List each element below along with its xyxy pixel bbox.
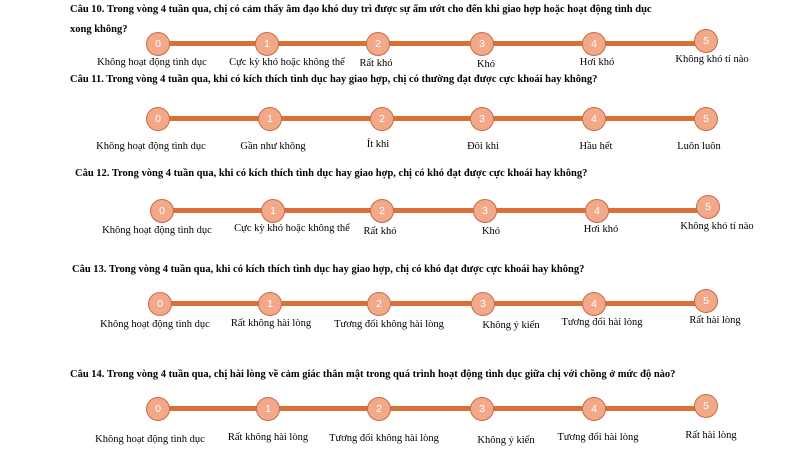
scale-bar-q10	[158, 41, 706, 46]
scale-node-q13-2[interactable]: 2	[367, 292, 391, 316]
scale-node-q14-2[interactable]: 2	[367, 397, 391, 421]
scale-bar-q11	[158, 116, 706, 121]
label-q11-5: Luôn luôn	[677, 141, 721, 152]
label-q10-3: Khó	[476, 59, 496, 70]
label-q13-0: Không hoạt động tình dục	[100, 319, 210, 330]
label-q14-2: Tương đối không hài lòng	[329, 433, 439, 444]
label-q10-2: Rất khó	[359, 58, 393, 69]
question-14-title: Câu 14. Trong vòng 4 tuần qua, chị hài lòng về cảm giác thân mật trong quá trình hoạt động tình dục giữa chị với chồng ở mức độ nào?	[70, 369, 676, 380]
scale-node-q11-0[interactable]: 0	[146, 107, 170, 131]
scale-node-q10-5[interactable]: 5	[694, 29, 718, 53]
question-11-title: Câu 11. Trong vòng 4 tuần qua, khi có kích thích tình dục hay giao hợp, chị có thường đạt được cực khoái hay không?	[70, 74, 598, 85]
label-q10-4: Hơi khó	[579, 57, 615, 68]
label-q12-4: Hơi khó	[583, 224, 619, 235]
scale-node-q14-4[interactable]: 4	[582, 397, 606, 421]
scale-node-q11-3[interactable]: 3	[470, 107, 494, 131]
label-q13-1: Rất không hài lòng	[230, 318, 312, 329]
scale-node-q10-3[interactable]: 3	[470, 32, 494, 56]
scale-node-q12-4[interactable]: 4	[585, 199, 609, 223]
label-q12-2: Rất khó	[363, 226, 397, 237]
label-q12-3: Khó	[481, 226, 501, 237]
label-q10-0: Không hoạt động tình dục	[97, 57, 207, 68]
label-q11-2: Ít khi	[366, 139, 390, 150]
label-q12-0: Không hoạt động tình dục	[102, 225, 212, 236]
scale-node-q13-1[interactable]: 1	[258, 292, 282, 316]
scale-node-q13-5[interactable]: 5	[694, 289, 718, 313]
scale-node-q10-0[interactable]: 0	[146, 32, 170, 56]
scale-node-q12-2[interactable]: 2	[370, 199, 394, 223]
question-12-title: Câu 12. Trong vòng 4 tuần qua, khi có kích thích tình dục hay giao hợp, chị có khó đạt được cực khoái hay không?	[75, 168, 588, 179]
scale-node-q12-1[interactable]: 1	[261, 199, 285, 223]
scale-node-q12-0[interactable]: 0	[150, 199, 174, 223]
scale-node-q11-1[interactable]: 1	[258, 107, 282, 131]
label-q11-0: Không hoạt động tình dục	[96, 141, 206, 152]
scale-bar-q12	[162, 208, 708, 213]
scale-node-q11-5[interactable]: 5	[694, 107, 718, 131]
scale-node-q13-0[interactable]: 0	[148, 292, 172, 316]
label-q13-3: Không ý kiến	[482, 320, 540, 331]
label-q14-3: Không ý kiến	[477, 435, 535, 446]
scale-node-q11-4[interactable]: 4	[582, 107, 606, 131]
scale-node-q14-3[interactable]: 3	[470, 397, 494, 421]
label-q11-4: Hầu hết	[579, 141, 613, 152]
label-q14-5: Rất hài lòng	[685, 430, 737, 441]
scale-node-q10-2[interactable]: 2	[366, 32, 390, 56]
label-q12-5: Không khó tí nào	[680, 221, 754, 232]
scale-bar-q13	[160, 301, 706, 306]
label-q11-3: Đôi khi	[467, 141, 499, 152]
scale-bar-q14	[158, 406, 706, 411]
scale-node-q12-5[interactable]: 5	[696, 195, 720, 219]
label-q14-1: Rất không hài lòng	[227, 432, 309, 443]
label-q13-5: Rất hài lòng	[689, 315, 741, 326]
scale-node-q14-1[interactable]: 1	[256, 397, 280, 421]
label-q12-1: Cực kỳ khó hoặc không thể	[234, 223, 350, 234]
label-q11-1: Gần như không	[240, 141, 306, 152]
question-10-title: Câu 10. Trong vòng 4 tuần qua, chị có cảm thấy âm đạo khó duy trì được sự ẩm ướt cho đến khi giao hợp hoặc hoạt động tình dục xong không?	[70, 4, 652, 35]
question-13-title: Câu 13. Trong vòng 4 tuần qua, khi có kích thích tình dục hay giao hợp, chị có khó đạt được cực khoái hay không?	[72, 264, 585, 275]
scale-node-q13-3[interactable]: 3	[471, 292, 495, 316]
label-q13-2: Tương đối không hài lòng	[334, 319, 444, 330]
scale-node-q14-0[interactable]: 0	[146, 397, 170, 421]
label-q14-0: Không hoạt động tình dục	[95, 434, 205, 445]
scale-node-q10-1[interactable]: 1	[255, 32, 279, 56]
label-q10-1: Cực kỳ khó hoặc không thể	[229, 57, 345, 68]
scale-node-q11-2[interactable]: 2	[370, 107, 394, 131]
label-q14-4: Tương đối hài lòng	[557, 432, 639, 443]
scale-node-q12-3[interactable]: 3	[473, 199, 497, 223]
label-q13-4: Tương đối hài lòng	[561, 317, 643, 328]
scale-node-q14-5[interactable]: 5	[694, 394, 718, 418]
scale-node-q13-4[interactable]: 4	[582, 292, 606, 316]
label-q10-5: Không khó tí nào	[675, 54, 749, 65]
scale-node-q10-4[interactable]: 4	[582, 32, 606, 56]
